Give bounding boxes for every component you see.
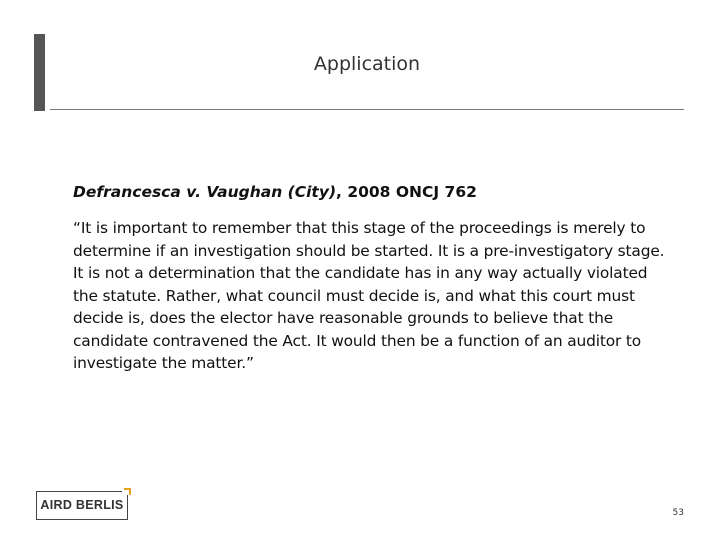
title-divider	[50, 109, 684, 110]
aird-berlis-logo	[36, 491, 128, 520]
case-reference: , 2008 ONCJ 762	[336, 183, 477, 201]
slide-title: Application	[313, 53, 421, 75]
title-accent-bar	[34, 34, 45, 111]
page-number: 53	[672, 508, 684, 518]
logo-text: AIRD BERLIS	[40, 498, 124, 512]
case-quote: “It is important to remember that this stage of the proceedings is merely to determine if an investigation should be started. It is a pre-investigatory stage. It is not a determination that the candidate has in any way actually violated the statute. Rather, what council must decide is, and what this court must decide is, does the elector have reasonable grounds to believe that the candidate contravened the Act. It would then be a function of an auditor to investigate the matter.”	[73, 219, 665, 372]
case-name: Defrancesca v. Vaughan (City)	[73, 183, 337, 201]
case-citation	[73, 181, 673, 203]
